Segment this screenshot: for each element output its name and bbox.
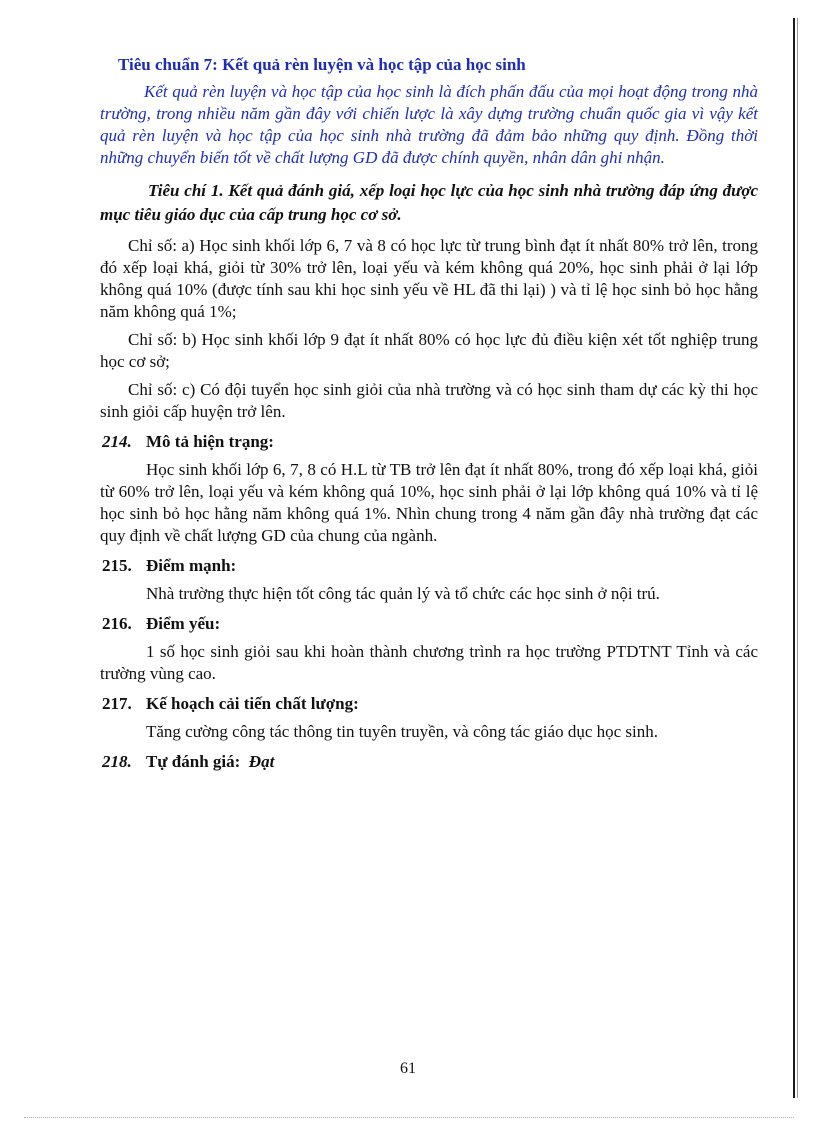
section-heading-text: Điểm mạnh: [146, 556, 237, 575]
section-heading-weaknesses [102, 613, 758, 635]
section-number: 217. [102, 694, 132, 713]
section-heading-self-assessment [102, 751, 758, 773]
page-border-bottom [24, 1117, 794, 1118]
self-assessment-value: Đạt [248, 752, 275, 771]
weaknesses-text: 1 số học sinh giỏi sau khi hoàn thành chương trình ra học trường PTDTNT Tỉnh và các trường vùng cao. [100, 642, 758, 683]
section-heading-strengths [102, 555, 758, 577]
standard-intro: Kết quả rèn luyện và học tập của học sinh là đích phấn đấu của mọi hoạt động trong nhà trường, trong nhiều năm gần đây với chiến lược là xây dựng trường chuẩn quốc gia vì vậy kết quả rèn luyện và học tập của học sinh nhà trường đã đảm bảo những quy định. Đồng thời những chuyển biến tốt về chất lượng GD đã được chính quyền, nhân dân ghi nhận. [100, 82, 758, 167]
section-heading-text: Mô tả hiện trạng: [146, 432, 274, 451]
section-heading-current-state [102, 431, 758, 453]
section-number: 218. [102, 752, 132, 771]
section-heading-text: Điểm yếu: [146, 614, 221, 633]
indicator-a: Chỉ số: a) Học sinh khối lớp 6, 7 và 8 có học lực từ trung bình đạt ít nhất 80% trở lên, trong đó xếp loại khá, giỏi từ 30% trở lên, loại yếu và kém không quá 20%, học sinh phải ở lại lớp không quá 10% (được tính sau khi học sinh yếu về HL đã thi lại) ) và tỉ lệ học sinh bỏ học hằng năm không quá 1%; [100, 236, 758, 321]
section-heading-text: Kế hoạch cải tiến chất lượng: [146, 694, 359, 713]
section-number: 216. [102, 614, 132, 633]
section-number: 215. [102, 556, 132, 575]
standard-title: Tiêu chuẩn 7: Kết quả rèn luyện và học tập của học sinh [118, 55, 526, 74]
improvement-plan-text: Tăng cường công tác thông tin tuyên truyền, và công tác giáo dục học sinh. [146, 722, 659, 741]
strengths-text: Nhà trường thực hiện tốt công tác quản lý và tổ chức các học sinh ở nội trú. [146, 584, 660, 603]
page-number: 61 [400, 1060, 416, 1077]
page-border-right [793, 18, 795, 1098]
indicator-b: Chỉ số: b) Học sinh khối lớp 9 đạt ít nhất 80% có học lực đủ điều kiện xét tốt nghiệp trung học cơ sở; [100, 330, 758, 371]
current-state-text: Học sinh khối lớp 6, 7, 8 có H.L từ TB trở lên đạt ít nhất 80%, trong đó xếp loại khá, giỏi từ 60% trở lên, loại yếu và kém không quá 10%, học sinh phải ở lại lớp không quá 10% và tỉ lệ học sinh bỏ học hằng năm không quá 1%. Nhìn chung trong 4 năm gần đây nhà trường đạt các quy định về chất lượng GD của chung của ngành. [100, 460, 758, 545]
section-heading-text: Tự đánh giá: [146, 752, 241, 771]
section-heading-improvement-plan [102, 693, 758, 715]
criterion-title: Tiêu chí 1. Kết quả đánh giá, xếp loại học lực của học sinh nhà trường đáp ứng được mục tiêu giáo dục của cấp trung học cơ sở. [100, 181, 758, 224]
section-number: 214. [102, 432, 132, 451]
indicator-c: Chỉ số: c) Có đội tuyển học sinh giỏi của nhà trường và có học sinh tham dự các kỳ thi học sinh giỏi cấp huyện trở lên. [100, 380, 758, 421]
page-content [100, 54, 758, 779]
